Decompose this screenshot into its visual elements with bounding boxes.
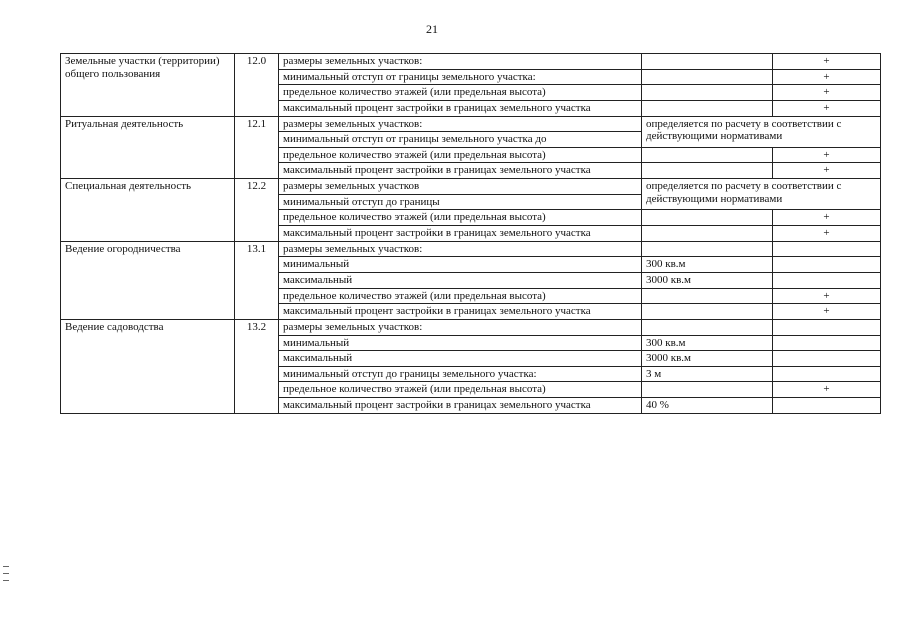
applicability-mark (773, 366, 881, 382)
value-cell: 300 кв.м (642, 335, 773, 351)
value-cell: 3 м (642, 366, 773, 382)
value-cell (642, 241, 773, 257)
zone-code: 12.1 (235, 116, 279, 179)
parameter-cell: минимальный отступ до границы земельного участка: (279, 366, 642, 382)
parameter-cell: минимальный (279, 335, 642, 351)
parameter-cell: размеры земельных участков (279, 179, 642, 195)
zone-code: 12.2 (235, 179, 279, 242)
parameter-cell: максимальный процент застройки в границах земельного участка (279, 163, 642, 179)
zone-name: Ритуальная деятельность (61, 116, 235, 179)
applicability-mark (773, 319, 881, 335)
applicability-mark (773, 257, 881, 273)
applicability-mark (773, 335, 881, 351)
parameter-cell: предельное количество этажей (или предельная высота) (279, 382, 642, 398)
parameter-cell: минимальный (279, 257, 642, 273)
parameter-cell: максимальный (279, 272, 642, 288)
parameter-cell: предельное количество этажей (или предельная высота) (279, 288, 642, 304)
zone-code: 12.0 (235, 54, 279, 117)
applicability-mark: + (773, 382, 881, 398)
parameter-cell: максимальный процент застройки в границах земельного участка (279, 398, 642, 414)
parameter-cell: предельное количество этажей (или предельная высота) (279, 147, 642, 163)
parameter-cell: размеры земельных участков: (279, 241, 642, 257)
applicability-mark: + (773, 163, 881, 179)
value-cell: определяется по расчету в соответствии с действующими нормативами (642, 179, 881, 210)
value-cell: определяется по расчету в соответствии с действующими нормативами (642, 116, 881, 147)
value-cell: 3000 кв.м (642, 351, 773, 367)
land-use-table (60, 53, 881, 414)
parameter-cell: предельное количество этажей (или предельная высота) (279, 210, 642, 226)
applicability-mark: + (773, 147, 881, 163)
value-cell (642, 382, 773, 398)
value-cell (642, 54, 773, 70)
applicability-mark: + (773, 288, 881, 304)
parameter-cell: максимальный (279, 351, 642, 367)
applicability-mark: + (773, 85, 881, 101)
value-cell (642, 210, 773, 226)
value-cell (642, 288, 773, 304)
applicability-mark (773, 398, 881, 414)
value-cell: 300 кв.м (642, 257, 773, 273)
table-row (61, 54, 881, 70)
parameter-cell: минимальный отступ от границы земельного участка: (279, 69, 642, 85)
parameter-cell: максимальный процент застройки в границах земельного участка (279, 226, 642, 242)
applicability-mark (773, 272, 881, 288)
table-row (61, 319, 881, 335)
zone-name: Специальная деятельность (61, 179, 235, 242)
applicability-mark: + (773, 210, 881, 226)
value-cell (642, 163, 773, 179)
applicability-mark (773, 351, 881, 367)
value-cell (642, 147, 773, 163)
parameter-cell: максимальный процент застройки в границах земельного участка (279, 304, 642, 320)
value-cell (642, 100, 773, 116)
parameter-cell: минимальный отступ от границы земельного участка до (279, 132, 642, 148)
zone-name: Ведение садоводства (61, 319, 235, 413)
page-number: 21 (426, 22, 438, 36)
parameter-cell: предельное количество этажей (или предельная высота) (279, 85, 642, 101)
zone-code: 13.1 (235, 241, 279, 319)
parameter-cell: размеры земельных участков: (279, 116, 642, 132)
table-body (61, 54, 881, 414)
value-cell (642, 226, 773, 242)
applicability-mark: + (773, 226, 881, 242)
applicability-mark: + (773, 100, 881, 116)
value-cell: 3000 кв.м (642, 272, 773, 288)
value-cell (642, 85, 773, 101)
value-cell: 40 % (642, 398, 773, 414)
zone-code: 13.2 (235, 319, 279, 413)
parameter-cell: минимальный отступ до границы (279, 194, 642, 210)
parameter-cell: размеры земельных участков: (279, 54, 642, 70)
parameter-cell: размеры земельных участков: (279, 319, 642, 335)
applicability-mark: + (773, 69, 881, 85)
applicability-mark: + (773, 304, 881, 320)
table-row (61, 116, 881, 132)
table-row (61, 241, 881, 257)
applicability-mark: + (773, 54, 881, 70)
zone-name: Земельные участки (территории) общего пользования (61, 54, 235, 117)
applicability-mark (773, 241, 881, 257)
margin-marks (3, 566, 9, 587)
value-cell (642, 304, 773, 320)
zone-name: Ведение огородничества (61, 241, 235, 319)
parameter-cell: максимальный процент застройки в границах земельного участка (279, 100, 642, 116)
table-row (61, 179, 881, 195)
value-cell (642, 69, 773, 85)
value-cell (642, 319, 773, 335)
